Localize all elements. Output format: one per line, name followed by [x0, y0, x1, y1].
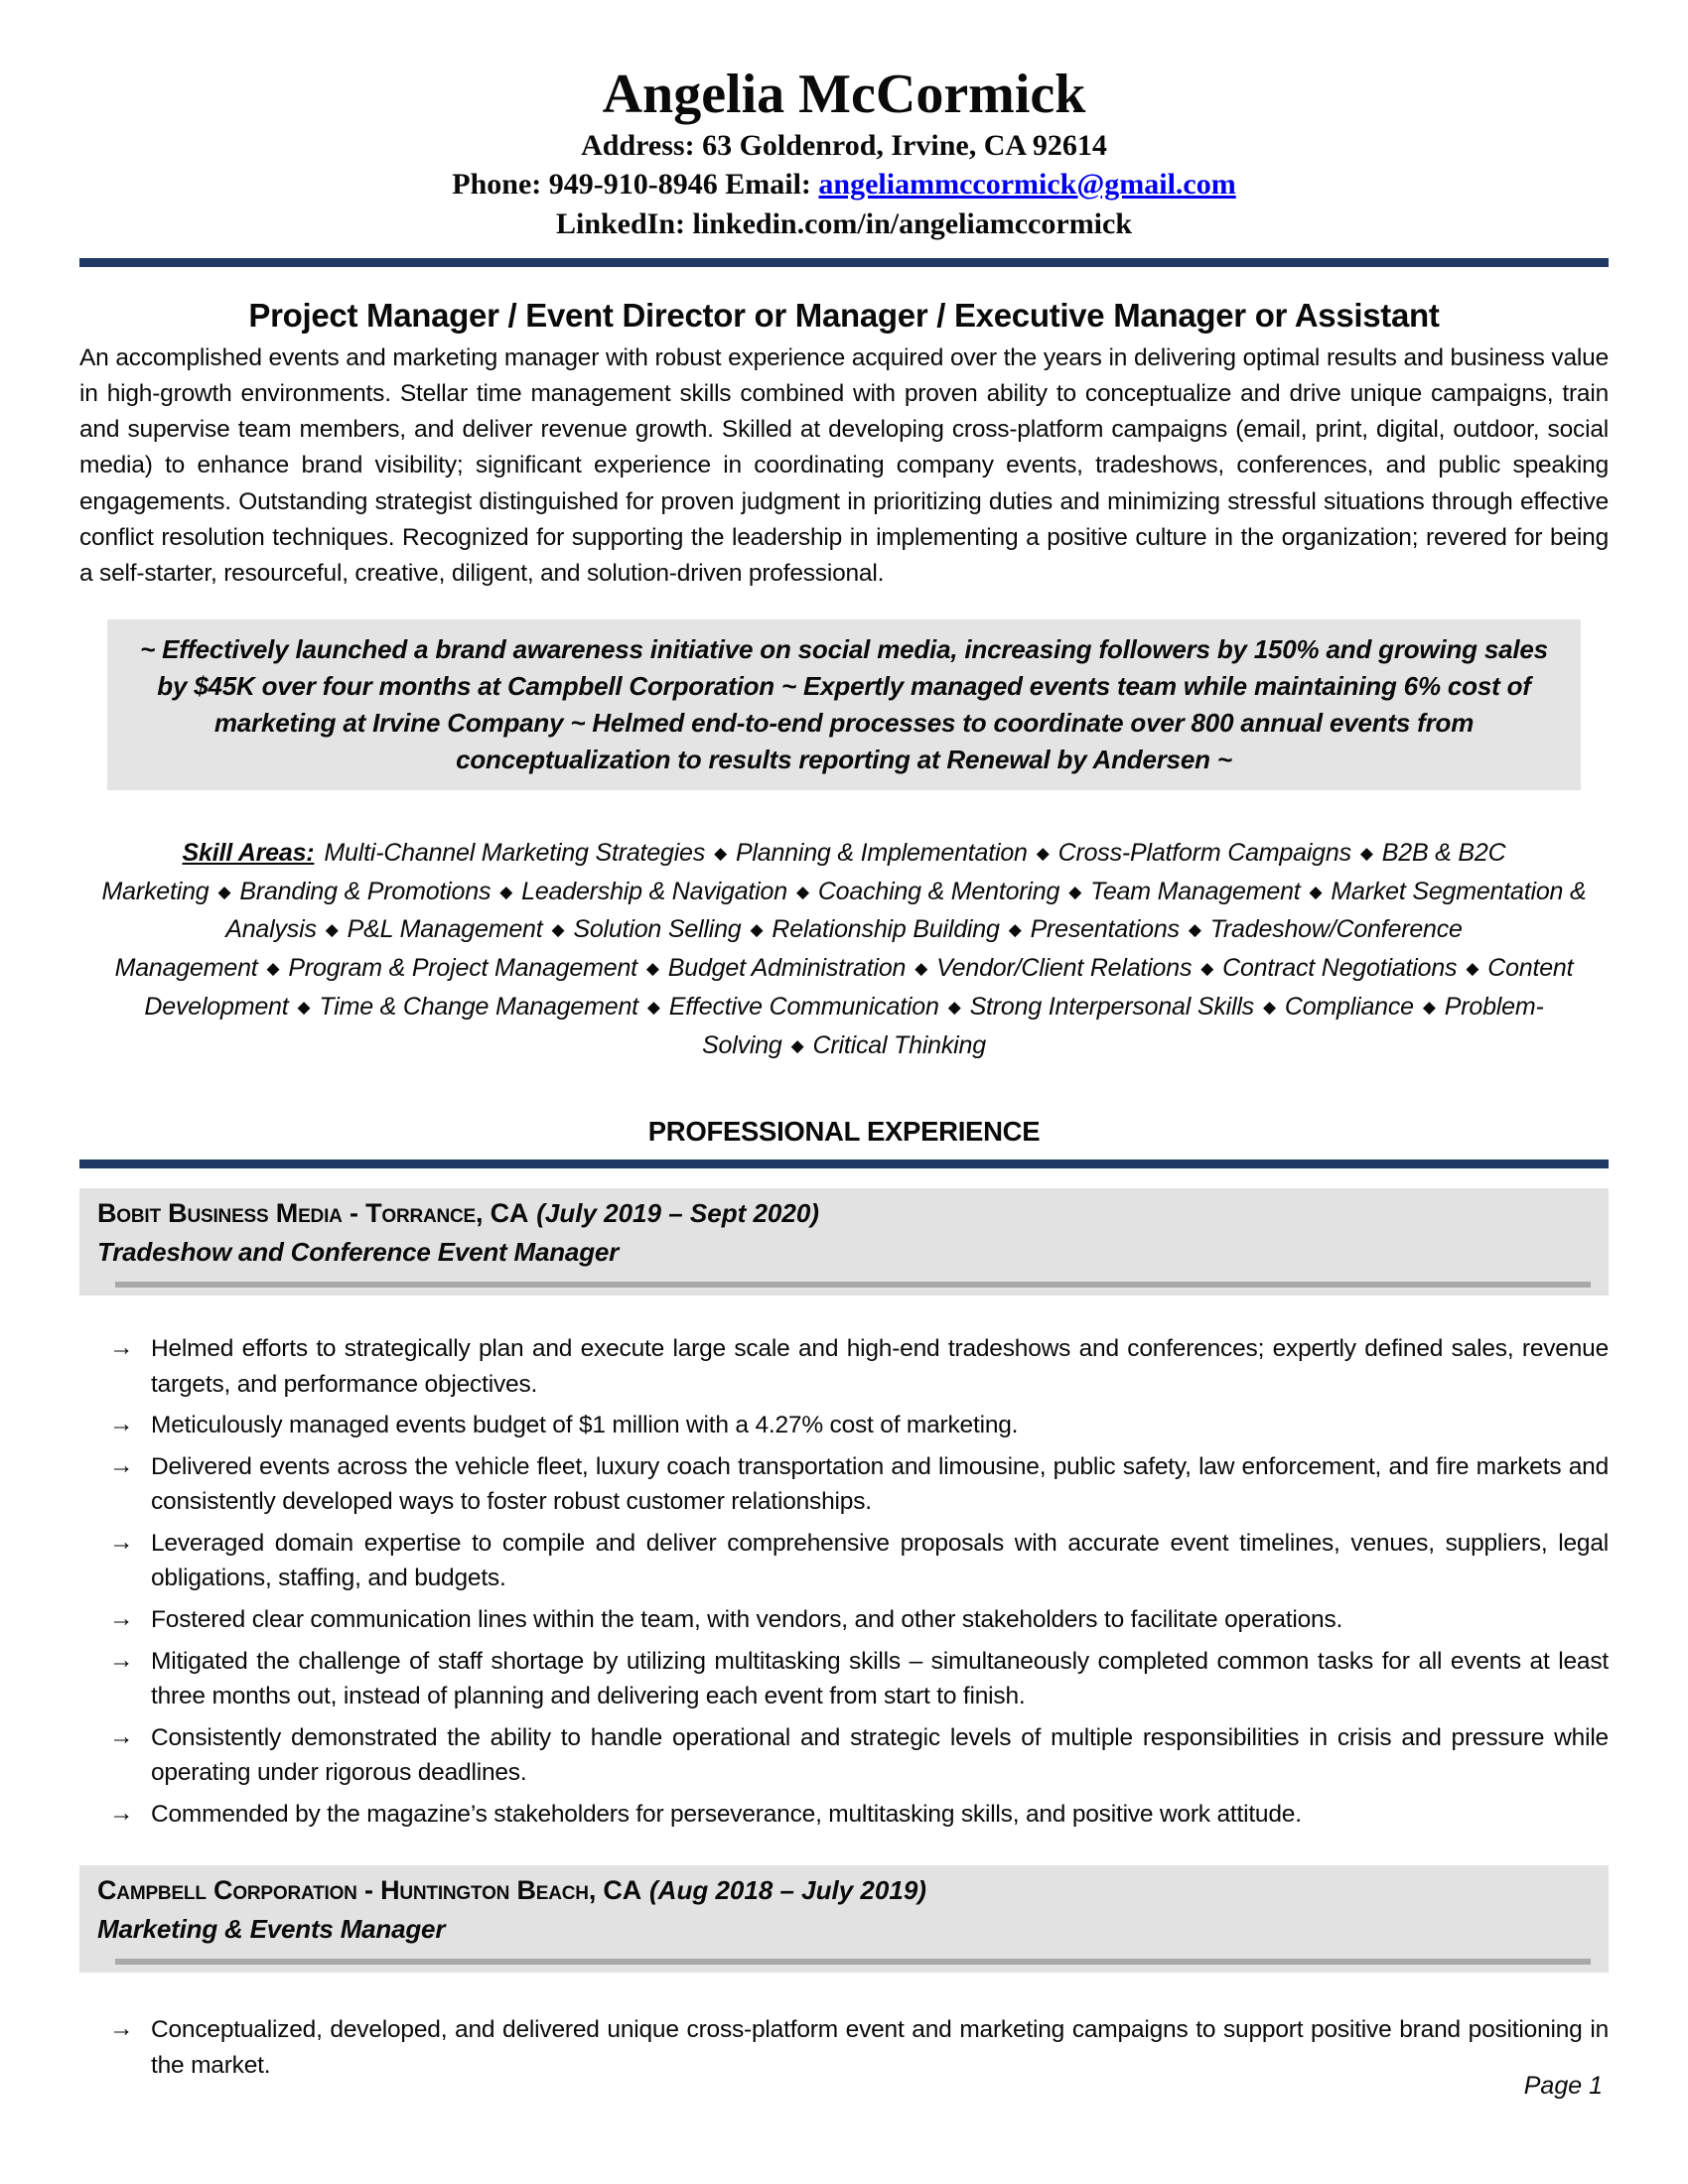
- skill-item: Budget Administration: [667, 954, 907, 983]
- arrow-bullet-icon: →: [109, 1646, 134, 1674]
- bullet-text: Fostered clear communication lines within the team, with vendors, and other stakeholders to facilitate operations.: [151, 1605, 1343, 1633]
- skill-item: Problem-Solving: [702, 992, 1544, 1059]
- skill-item: Time & Change Management: [319, 992, 638, 1021]
- job-bullet-list: [79, 2012, 1609, 2083]
- diamond-separator-icon: ◆: [297, 997, 311, 1017]
- bullet-text: Consistently demonstrated the ability to handle operational and strategic levels of multiple responsibilities in crisis and pressure while operating under rigorous deadlines.: [151, 1723, 1609, 1787]
- skill-item: Solution Selling: [573, 915, 742, 944]
- bullet-text: Meticulously managed events budget of $1 million with a 4.27% cost of marketing.: [151, 1412, 1019, 1439]
- arrow-bullet-icon: →: [109, 1528, 134, 1556]
- diamond-separator-icon: ◆: [646, 997, 660, 1017]
- phone-email-line: [79, 165, 1609, 205]
- skill-item: Coaching & Mentoring: [817, 877, 1060, 905]
- skill-item: B2B & B2C Marketing: [101, 838, 1506, 905]
- page-number: Page 1: [1523, 2072, 1603, 2100]
- diamond-separator-icon: ◆: [1188, 920, 1201, 940]
- skill-areas-list: [102, 839, 1587, 1059]
- phone-email-prefix: Phone: 949-910-8946 Email:: [452, 168, 819, 202]
- arrow-bullet-icon: →: [109, 1604, 134, 1632]
- highlights-block: ~ Effectively launched a brand awareness initiative on social media, increasing followers by 150% and growing sales by $45K over four months at Campbell Corporation ~ Expertly managed events team while maintaining 6% cost of marketing at Irvine Company ~ Helmed end-to-end processes to coordinate over 800 annual events from conceptualization to results reporting at Renewal by Andersen ~: [107, 619, 1581, 790]
- skill-item: Vendor/Client Relations: [936, 954, 1193, 983]
- diamond-separator-icon: ◆: [795, 882, 809, 901]
- job-header-rule: [115, 1959, 1591, 1965]
- arrow-bullet-icon: →: [109, 1411, 134, 1438]
- diamond-separator-icon: ◆: [1422, 997, 1436, 1017]
- skill-item: Strong Interpersonal Skills: [969, 992, 1254, 1021]
- resume-header: [79, 64, 1609, 244]
- experience-section-title: PROFESSIONAL EXPERIENCE: [647, 1116, 1041, 1148]
- arrow-bullet-icon: →: [109, 1334, 134, 1362]
- skill-item: Team Management: [1090, 877, 1301, 905]
- skill-item: Market Segmentation & Analysis: [225, 877, 1587, 944]
- objective-title: Project Manager / Event Director or Manager / Executive Manager or Assistant: [248, 296, 1440, 334]
- job-header: [79, 1865, 1609, 1973]
- diamond-separator-icon: ◆: [1036, 843, 1050, 863]
- job-dates: (Aug 2018 – July 2019): [649, 1875, 926, 1906]
- skill-item: Multi-Channel Marketing Strategies: [324, 838, 706, 867]
- diamond-separator-icon: ◆: [1466, 959, 1479, 979]
- skill-item: P&L Management: [347, 915, 543, 944]
- diamond-separator-icon: ◆: [1263, 997, 1276, 1017]
- diamond-separator-icon: ◆: [1008, 920, 1022, 940]
- diamond-separator-icon: ◆: [947, 997, 961, 1017]
- job-dates: (July 2019 – Sept 2020): [536, 1198, 819, 1229]
- diamond-separator-icon: ◆: [645, 959, 659, 979]
- skill-item: Tradeshow/Conference Management: [114, 915, 1463, 983]
- bullet-item: [79, 1331, 1609, 1402]
- skill-item: Presentations: [1030, 915, 1180, 944]
- job-company-location: Campbell Corporation - Huntington Beach, CA: [97, 1875, 642, 1906]
- header-divider: [79, 258, 1609, 267]
- diamond-separator-icon: ◆: [714, 843, 727, 863]
- skill-item: Effective Communication: [668, 992, 939, 1021]
- email-link[interactable]: angeliammccormick@gmail.com: [818, 168, 1236, 202]
- diamond-separator-icon: ◆: [217, 882, 231, 901]
- skill-item: Content Development: [144, 954, 1574, 1021]
- bullet-text: Delivered events across the vehicle fleet, luxury coach transportation and limousine, public safety, law enforcement, and fire markets and consistently developed ways to foster robust customer relationships.: [151, 1452, 1609, 1516]
- diamond-separator-icon: ◆: [1309, 882, 1323, 901]
- skill-item: Leadership & Navigation: [521, 877, 787, 905]
- skill-areas: [79, 834, 1609, 1065]
- arrow-bullet-icon: →: [109, 1451, 134, 1479]
- job-role: Marketing & Events Manager: [97, 1914, 446, 1945]
- skill-areas-label: Skill Areas:: [182, 838, 315, 867]
- bullet-item: [79, 1602, 1609, 1638]
- job-company-line: [97, 1198, 1591, 1229]
- bullet-item: [79, 1449, 1609, 1520]
- diamond-separator-icon: ◆: [1359, 843, 1373, 863]
- job-company-line: [97, 1875, 1591, 1906]
- bullet-text: Conceptualized, developed, and delivered unique cross-platform event and marketing campaigns to support positive brand positioning in the market.: [151, 2016, 1609, 2079]
- bullet-item: [79, 1720, 1609, 1791]
- diamond-separator-icon: ◆: [325, 920, 339, 940]
- diamond-separator-icon: ◆: [790, 1035, 804, 1055]
- bullet-item: [79, 1644, 1609, 1714]
- summary-paragraph: An accomplished events and marketing manager with robust experience acquired over the years in delivering optimal results and business value in high-growth environments. Stellar time management skills combined with proven ability to conceptualize and drive unique campaigns, train and supervise team members, and deliver revenue growth. Skilled at developing cross-platform campaigns (email, print, digital, outdoor, social media) to enhance brand visibility; significant experience in coordinating company events, tradeshows, conferences, and public speaking engagements. Outstanding strategist distinguished for proven judgment in prioritizing duties and minimizing stressful situations through effective conflict resolution techniques. Recognized for supporting the leadership in implementing a positive culture in the organization; revered for being a self-starter, resourceful, creative, diligent, and solution-driven professional.: [79, 343, 1609, 587]
- diamond-separator-icon: ◆: [1068, 882, 1082, 901]
- skill-item: Planning & Implementation: [735, 838, 1028, 867]
- bullet-text: Commended by the magazine’s stakeholders for perseverance, multitasking skills, and positive work attitude.: [151, 1800, 1302, 1828]
- arrow-bullet-icon: →: [109, 1799, 134, 1827]
- skill-item: Compliance: [1284, 992, 1414, 1021]
- bullet-item: [79, 2012, 1609, 2083]
- job-header-rule: [115, 1282, 1591, 1288]
- diamond-separator-icon: ◆: [914, 959, 928, 979]
- diamond-separator-icon: ◆: [1200, 959, 1214, 979]
- bullet-item: [79, 1526, 1609, 1596]
- job-bullet-list: [79, 1331, 1609, 1832]
- diamond-separator-icon: ◆: [551, 920, 565, 940]
- bullet-text: Helmed efforts to strategically plan and execute large scale and high-end tradeshows and conferences; expertly defined sales, revenue targets, and performance objectives.: [151, 1335, 1609, 1398]
- skill-item: Program & Project Management: [288, 954, 637, 983]
- linkedin-line: LinkedIn: linkedin.com/in/angeliamccormick: [555, 206, 1133, 240]
- job-header: [79, 1188, 1609, 1296]
- skill-item: Relationship Building: [772, 915, 1000, 944]
- bullet-text: Mitigated the challenge of staff shortage by utilizing multitasking skills – simultaneously completed common tasks for all events at least three months out, instead of planning and delivering each event from start to finish.: [151, 1647, 1609, 1710]
- arrow-bullet-icon: →: [109, 2015, 134, 2043]
- job-role: Tradeshow and Conference Event Manager: [97, 1237, 620, 1268]
- address-line: Address: 63 Goldenrod, Irvine, CA 92614: [581, 128, 1107, 162]
- candidate-name: Angelia McCormick: [602, 64, 1086, 125]
- skill-item: Critical Thinking: [812, 1030, 986, 1059]
- bullet-text: Leveraged domain expertise to compile and deliver comprehensive proposals with accurate event timelines, venues, suppliers, legal obligations, staffing, and budgets.: [151, 1529, 1609, 1592]
- arrow-bullet-icon: →: [109, 1722, 134, 1750]
- skill-item: Cross-Platform Campaigns: [1057, 838, 1351, 867]
- skill-item: Branding & Promotions: [239, 877, 492, 905]
- diamond-separator-icon: ◆: [499, 882, 513, 901]
- bullet-item: [79, 1408, 1609, 1443]
- bullet-item: [79, 1797, 1609, 1833]
- diamond-separator-icon: ◆: [750, 920, 764, 940]
- experience-divider: [79, 1160, 1609, 1168]
- job-company-location: Bobit Business Media - Torrance, CA: [97, 1198, 529, 1229]
- skill-item: Contract Negotiations: [1222, 954, 1458, 983]
- diamond-separator-icon: ◆: [266, 959, 280, 979]
